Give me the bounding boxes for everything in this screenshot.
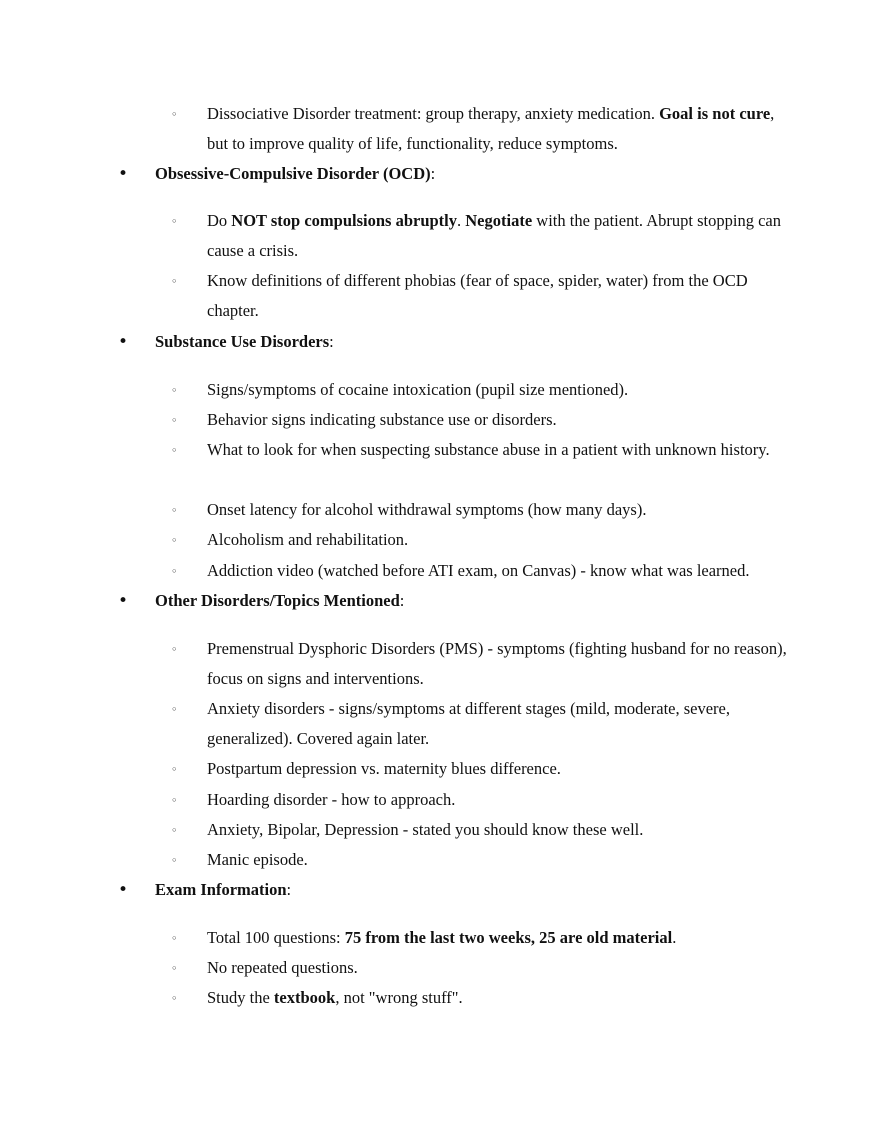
list-item: ◦ What to look for when suspecting substance abuse in a patient with unknown history. — [207, 435, 787, 465]
list-item: ◦ Total 100 questions: 75 from the last two weeks, 25 are old material. — [207, 923, 787, 953]
list-item: ◦ Anxiety, Bipolar, Depression - stated you should know these well. — [207, 815, 787, 845]
section-heading-other-disorders: • Other Disorders/Topics Mentioned: — [155, 586, 404, 616]
list-item: ◦ Signs/symptoms of cocaine intoxication (pupil size mentioned). — [207, 375, 787, 405]
section-heading-substance-use: • Substance Use Disorders: — [155, 327, 334, 357]
list-item: ◦ Postpartum depression vs. maternity blues difference. — [207, 754, 787, 784]
list-item-dissociative-treatment: ◦ Dissociative Disorder treatment: group therapy, anxiety medication. Goal is not cure, but to improve quality of life, functionality, reduce symptoms. — [207, 99, 787, 159]
section-heading-exam-information: • Exam Information: — [155, 875, 291, 905]
list-item: ◦ Hoarding disorder - how to approach. — [207, 785, 787, 815]
list-item: ◦ Premenstrual Dysphoric Disorders (PMS) - symptoms (fighting husband for no reason), focus on signs and interventions. — [207, 634, 787, 694]
list-item: ◦ Know definitions of different phobias (fear of space, spider, water) from the OCD chapter. — [207, 266, 787, 326]
list-item: ◦ Alcoholism and rehabilitation. — [207, 525, 787, 555]
list-item: ◦ Study the textbook, not "wrong stuff". — [207, 983, 787, 1013]
list-item: ◦ Addiction video (watched before ATI exam, on Canvas) - know what was learned. — [207, 556, 787, 586]
section-heading-ocd: • Obsessive-Compulsive Disorder (OCD): — [155, 159, 435, 189]
list-item: ◦ Behavior signs indicating substance use or disorders. — [207, 405, 787, 435]
list-item: ◦ Anxiety disorders - signs/symptoms at different stages (mild, moderate, severe, generalized). Covered again later. — [207, 694, 787, 754]
list-item: ◦ Onset latency for alcohol withdrawal symptoms (how many days). — [207, 495, 787, 525]
list-item: ◦ Manic episode. — [207, 845, 787, 875]
list-item: ◦ Do NOT stop compulsions abruptly. Negotiate with the patient. Abrupt stopping can cause a crisis. — [207, 206, 787, 266]
list-item: ◦ No repeated questions. — [207, 953, 787, 983]
